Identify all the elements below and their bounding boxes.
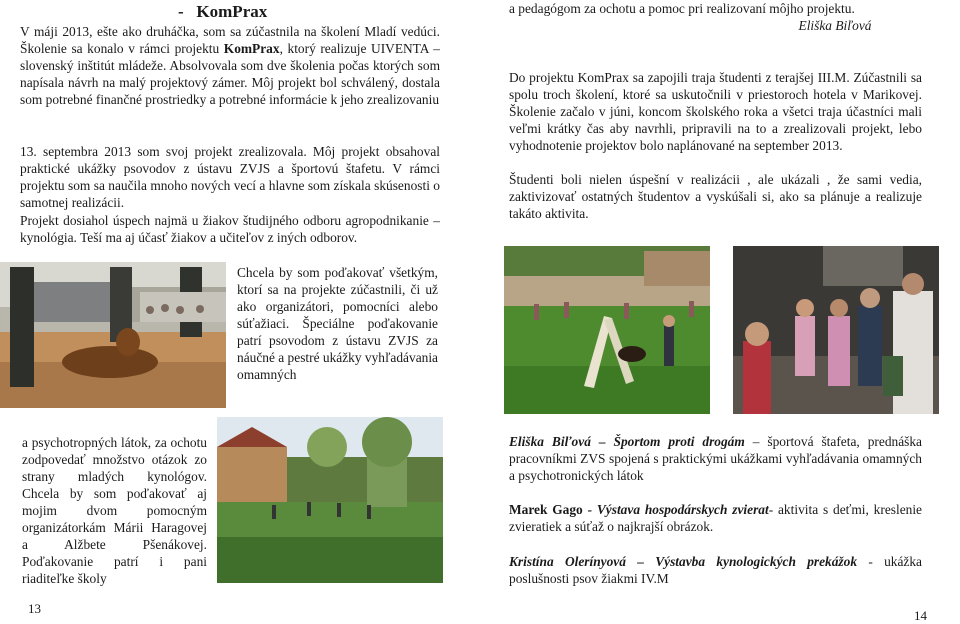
- top-line: a pedagógom za ochotu a pomoc pri realizovaní môjho projektu.: [509, 1, 855, 16]
- photo-dog-demonstration-image: [0, 262, 226, 408]
- project-1-name: Eliška Biľová: [509, 434, 591, 449]
- right-page: [480, 0, 960, 623]
- project-3-sep: –: [625, 554, 656, 569]
- left-page: [0, 0, 480, 623]
- photo-children-indoors: [733, 246, 939, 414]
- project-2-title: Výstava hospodárskych zvierat: [596, 502, 769, 517]
- project-2-sep: -: [582, 502, 597, 517]
- project-item-2: [509, 501, 922, 535]
- page-number-left: 13: [28, 601, 41, 616]
- title-text: KomPrax: [196, 2, 268, 21]
- photo-children-indoors-image: [733, 246, 939, 414]
- photo-relay-outdoors: [217, 417, 443, 583]
- paragraph-realization: 13. septembra 2013 som svoj projekt zrealizovala. Môj projekt obsahoval praktické ukážky psovodov z ústavu ZVJS a športovú štafetu. V rámci projektu som sa naučila mnoho nových vecí a hlavne som získala skúsenosti o samotnej realizácii.: [20, 144, 440, 210]
- article-title: [178, 2, 267, 22]
- paragraph-participants: Do projektu KomPrax sa zapojili traja študenti z terajšej III.M. Zúčastnili sa spolu troch školení, ktoré sa uskutočnili v priestoroch hotela v Marikovej. Školenie začalo v júni, koncom školského roka a všetci traja účastníci mali veľmi krátky čas aby navrhli, pripravili na to a zrealizovali projekt, lebo vyhodnotenie projektov bolo naplánované na september 2013.: [509, 70, 922, 153]
- paragraph-continued: a psychotropných látok, za ochotu zodpovedať množstvo otázok zo strany mladých kynológov. Chcela by som poďakovať aj mojim dvom pomocným organizátorkám Márii Haragovej a Alžbete Pšenákovej. Poďakovanie patrí i pani riaditeľke školy: [22, 435, 207, 586]
- project-1-title: Športom proti drogám: [613, 434, 745, 449]
- title-dash: -: [178, 2, 184, 21]
- paragraph-thanks: Chcela by som poďakovať všetkým, ktorí sa na projekte zúčastnili, či už ako organizátori, pomocníci alebo súťažiaci. Špeciálne poďakovanie patrí psovodom z ústavu ZVJS za náučné a pestré ukážky vyhľadávania omamných: [237, 265, 438, 382]
- project-1-sep: –: [590, 434, 614, 449]
- intro-paragraph: [20, 23, 440, 108]
- photo-agility-obstacle: [504, 246, 710, 414]
- paragraph-students: Študenti boli nielen úspešní v realizácii , ale ukázali , že sami vedia, zaktivizovať ostatných študentov a vyskúšali si, ako sa plánuje a realizuje takáto aktivita.: [509, 172, 922, 221]
- project-2-name: Marek Gago: [509, 502, 583, 517]
- intro-text-1: V máji 2013, ešte ako druháčka, som sa zúčastnila na školení Mladí vedúci. Školenie sa konalo v rámci projektu: [20, 24, 440, 56]
- project-3-title: Výstavba kynologických prekážok: [655, 554, 858, 569]
- paragraph-success: Projekt dosiahol úspech najmä u žiakov študijného odboru agropodnikanie – kynológia. Teší ma aj účasť žiakov a učiteľov z iných odborov.: [20, 213, 440, 245]
- photo-agility-obstacle-image: [504, 246, 710, 414]
- photo-dog-demonstration: [0, 262, 226, 408]
- intro-text-2: , ktorý realizuje UIVENTA – slovenský inštitút mládeže. Absolvovala som dve školenia počas ktorých som napísala návrh na malý projektový zámer. Môj projekt bol schválený, dostala som potrebné finančné prostriedky a potrebné informácie k jeho zrealizovaniu: [20, 41, 440, 107]
- project-item-3: [509, 553, 922, 587]
- project-1-desc: – športová štafeta, prednáška pracovníkmi ZVS spojená s praktickými ukážkami vyhľadávania omamných a psychotronických látok: [509, 434, 922, 483]
- project-3-name: Kristína Olerínyová: [509, 554, 626, 569]
- page-number-right: 14: [914, 608, 927, 623]
- project-item-1: [509, 433, 922, 484]
- intro-komprax: KomPrax: [223, 41, 280, 56]
- signature: Eliška Biľová: [798, 18, 872, 33]
- photo-relay-outdoors-image: [217, 417, 443, 583]
- project-2-desc: - aktivita s deťmi, kreslenie zvieratiek a súťaž o najkrajší obrázok.: [509, 502, 923, 534]
- project-3-desc: - ukážka poslušnosti psov žiakmi IV.M: [509, 554, 922, 586]
